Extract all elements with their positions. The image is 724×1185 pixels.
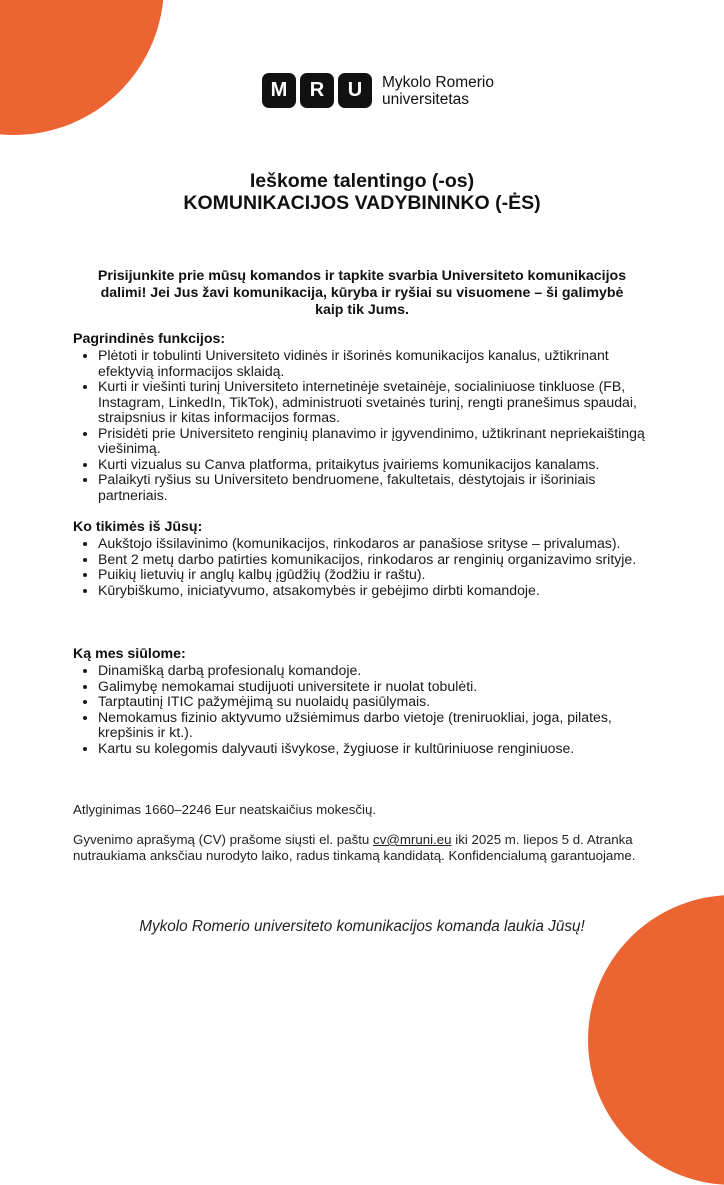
logo-letter-u: U — [338, 73, 372, 108]
logo-name-line1: Mykolo Romerio — [382, 73, 494, 91]
functions-section — [73, 331, 663, 503]
decorative-circle-top-left — [0, 0, 164, 135]
expectations-title: Ko tikimės iš Jūsų: — [73, 519, 203, 535]
decorative-circle-bottom-right — [588, 895, 724, 1185]
list-item: • Dinamišką darbą profesionalų komandoje. — [98, 663, 663, 679]
list-item: • Kurti vizualus su Canva platforma, pritaikytus įvairiems komunikacijos kanalams. — [98, 457, 663, 473]
list-item: • Kūrybiškumo, iniciatyvumo, atsakomybės ir gebėjimo dirbti komandoje. — [98, 583, 663, 599]
university-logo — [262, 73, 494, 108]
list-item: • Galimybę nemokamai studijuoti universitete ir nuolat tobulėti. — [98, 679, 663, 695]
logo-name-line2: universitetas — [382, 90, 470, 108]
salary-text: Atlyginimas 1660–2246 Eur neatskaičius mokesčių. — [73, 802, 377, 817]
list-item: • Puikių lietuvių ir anglų kalbų įgūdžių (žodžiu ir raštu). — [98, 567, 663, 583]
email-link[interactable]: cv@mruni.eu — [373, 832, 452, 847]
title-line1: Ieškome talentingo (-os) — [249, 170, 475, 192]
functions-title: Pagrindinės funkcijos: — [73, 331, 226, 347]
title-line2: KOMUNIKACIJOS VADYBININKO (-ĖS) — [183, 192, 541, 214]
logo-name — [382, 74, 494, 108]
logo-letter-m: M — [262, 73, 296, 108]
closing-line: Mykolo Romerio universiteto komunikacijos komanda laukia Jūsų! — [139, 918, 585, 935]
list-item: • Kartu su kolegomis dalyvauti išvykose, žygiuose ir kultūriniuose renginiuose. — [98, 741, 663, 757]
list-item: • Tarptautinį ITIC pažymėjimą su nuolaidų pasiūlymais. — [98, 694, 663, 710]
list-item: • Plėtoti ir tobulinti Universiteto vidinės ir išorinės komunikacijos kanalus, užtikrinant efektyvią informacijos sklaidą. — [98, 348, 663, 379]
application-text-start: Gyvenimo aprašymą (CV) prašome siųsti el. paštu — [73, 832, 374, 847]
list-item: • Prisidėti prie Universiteto renginių planavimo ir įgyvendinimo, užtikrinant nepriekaištingą viešinimą. — [98, 426, 663, 457]
expectations-section — [73, 519, 663, 598]
offer-list — [73, 663, 663, 756]
list-item: • Palaikyti ryšius su Universiteto bendruomene, fakultetais, dėstytojais ir išoriniais partneriais. — [98, 472, 663, 503]
page-title — [0, 170, 724, 214]
expectations-list — [73, 536, 663, 598]
application-text — [73, 832, 663, 863]
functions-list — [73, 348, 663, 503]
logo-letter-r: R — [300, 73, 334, 108]
list-item: • Aukštojo išsilavinimo (komunikacijos, rinkodaros ar panašiose srityse – privalumas). — [98, 536, 663, 552]
offer-title: Ką mes siūlome: — [73, 646, 186, 662]
application-text-end: iki 2025 m. liepos 5 d. Atranka nutraukiama anksčiau nurodyto laiko, radus tinkamą kandidatą. Konfidencialumą garantuojame. — [73, 832, 636, 863]
list-item: • Nemokamus fizinio aktyvumo užsiėmimus darbo vietoje (treniruokliai, joga, pilates, krepšinis ir kt.). — [98, 710, 663, 741]
list-item: • Bent 2 metų darbo patirties komunikacijos, rinkodaros ar renginių organizavimo srityje. — [98, 552, 663, 568]
list-item: • Kurti ir viešinti turinį Universiteto internetinėje svetainėje, socialiniuose tinkluose (FB, Instagram, LinkedIn, TikTok), administruoti svetainės turinį, rengti pranešimus spaudai, straipsnius ir kitas informacijos formas. — [98, 379, 663, 426]
intro-paragraph: Prisijunkite prie mūsų komandos ir tapkite svarbia Universiteto komunikacijos dalimi! Jei Jus žavi komunikacija, kūryba ir ryšiai su visuomene – ši galimybė kaip tik Jums. — [97, 268, 627, 318]
offer-section — [73, 646, 663, 756]
